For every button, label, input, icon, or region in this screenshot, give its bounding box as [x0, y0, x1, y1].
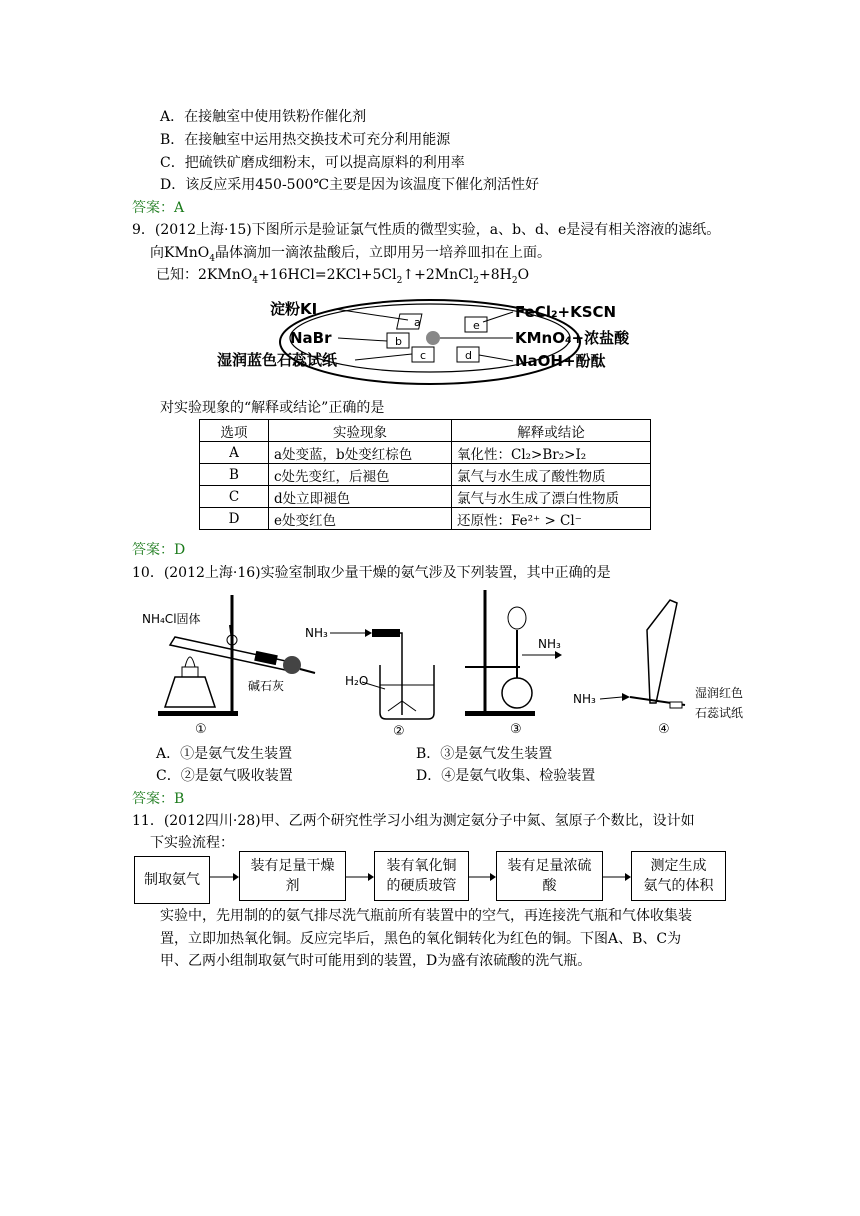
q9-stem-line1: 9．(2012上海·15)下图所示是验证氯气性质的微型实验，a、b、d、e是浸有相关溶液的滤纸。 [132, 222, 721, 238]
q9-question: 对实验现象的“解释或结论”正确的是 [160, 400, 385, 416]
apparatus-2 [305, 626, 434, 739]
label-red-litmus-2: 石蕊试纸 [695, 706, 744, 720]
label-n2: ② [393, 724, 405, 739]
filter-paper-a [397, 314, 422, 329]
flow-arrow-3 [469, 873, 496, 881]
q10-option-c: C．②是氨气吸收装置 [156, 768, 293, 784]
q10-option-b: B．③是氨气发生装置 [416, 746, 553, 762]
filter-paper-d [457, 347, 479, 362]
q9-stem-line2: 向KMnO$_4$晶体滴加一滴浓盐酸后，立即用另一培养皿扣在上面。 [150, 245, 552, 264]
q10-option-d: D．④是氨气收集、检验装置 [416, 768, 596, 784]
svg-text:b: b [395, 335, 402, 348]
label-starch-ki: 淀粉KI [270, 300, 318, 318]
q11-stem-line2: 下实验流程： [150, 835, 234, 851]
filter-paper-c [412, 347, 434, 362]
label-nh3-inlet: NH₃ [305, 626, 328, 640]
table-header-row: 选项 实验现象 解释或结论 [200, 420, 651, 442]
q11-paragraph-line1: 实验中，先用制的的氨气排尽洗气瓶前所有装置中的空气，再连接洗气瓶和气体收集装 [160, 908, 692, 924]
apparatus-1 [142, 595, 315, 737]
label-kmno4-hcl: KMnO₄+浓盐酸 [515, 329, 630, 347]
label-nh3-outlet: NH₃ [538, 637, 561, 651]
q10-apparatus-diagram [140, 585, 780, 740]
label-fecl2-kscn: FeCl₂+KSCN [515, 303, 617, 321]
flow-step-cuo-tube: 装有氧化铜 的硬质玻管 [374, 851, 469, 901]
apparatus-3 [465, 590, 562, 737]
filter-paper-b [387, 333, 409, 348]
q10-option-a: A．①是氨气发生装置 [156, 746, 293, 762]
q10-answer: 答案：B [132, 791, 185, 807]
svg-text:e: e [473, 319, 480, 332]
label-h2o: H₂O [345, 674, 369, 688]
flow-arrow-4 [603, 873, 631, 881]
flow-step-drying-agent: 装有足量干燥 剂 [239, 851, 346, 901]
q8-option-b: B．在接触室中运用热交换技术可充分利用能源 [160, 132, 451, 148]
q9-petri-dish-diagram [215, 290, 645, 390]
apparatus-4 [573, 600, 743, 737]
q11-stem-line1: 11．(2012四川·28)甲、乙两个研究性学习小组为测定氨分子中氮、氢原子个数比，设计如 [132, 813, 695, 829]
flow-arrow-1 [210, 873, 239, 881]
q9-options-table [199, 419, 651, 530]
svg-text:c: c [420, 349, 427, 362]
label-n3: ③ [510, 722, 522, 737]
filter-paper-e [465, 317, 487, 332]
table-row: D e处变红色 还原性：Fe²⁺ > Cl⁻ [200, 508, 651, 530]
svg-text:a: a [414, 316, 421, 329]
flow-step-sulfuric-acid: 装有足量浓硫 酸 [496, 851, 603, 901]
flow-step-produce-ammonia: 制取氨气 [134, 856, 210, 904]
label-blue-litmus: 湿润蓝色石蕊试纸 [217, 351, 338, 369]
label-red-litmus-1: 湿润红色 [695, 686, 744, 700]
label-nabr: NaBr [290, 329, 332, 347]
table-row: B c处先变红，后褪色 氯气与水生成了酸性物质 [200, 464, 651, 486]
q9-given-equation: 已知：$2KMnO_4+16HCl=2KCl+5Cl_2↑+2MnCl_2+8H_2O$ [156, 267, 530, 286]
flow-step-measure-volume: 测定生成 氨气的体积 [631, 851, 726, 901]
label-nh3-tube: NH₃ [573, 692, 596, 706]
label-naoh-phenolphthalein: NaOH+酚酞 [515, 352, 606, 370]
q9-answer: 答案：D [132, 542, 186, 558]
q8-option-a: A．在接触室中使用铁粉作催化剂 [160, 109, 367, 125]
flow-arrow-2 [346, 873, 374, 881]
q8-option-d: D．该反应采用450-500℃主要是因为该温度下催化剂活性好 [160, 177, 540, 193]
q8-answer: 答案：A [132, 200, 185, 216]
table-row: C d处立即褪色 氯气与水生成了漂白性物质 [200, 486, 651, 508]
label-nh4cl: NH₄Cl固体 [142, 612, 201, 626]
table-row: A a处变蓝，b处变红棕色 氧化性：Cl₂>Br₂>I₂ [200, 442, 651, 464]
q11-paragraph-line3: 甲、乙两小组制取氨气时可能用到的装置，D为盛有浓硫酸的洗气瓶。 [160, 953, 592, 969]
q11-paragraph-line2: 置，立即加热氧化铜。反应完毕后，黑色的氧化铜转化为红色的铜。下图A、B、C为 [160, 931, 682, 947]
svg-text:d: d [465, 349, 472, 362]
label-n4: ④ [658, 722, 670, 737]
flow-arrows [0, 860, 860, 890]
label-n1: ① [195, 722, 207, 737]
q8-option-c: C．把硫铁矿磨成细粉末，可以提高原料的利用率 [160, 155, 465, 171]
q10-stem: 10．(2012上海·16)实验室制取少量干燥的氨气涉及下列装置，其中正确的是 [132, 565, 611, 581]
label-sodalime: 碱石灰 [248, 679, 285, 693]
kmno4-crystal [426, 331, 440, 345]
